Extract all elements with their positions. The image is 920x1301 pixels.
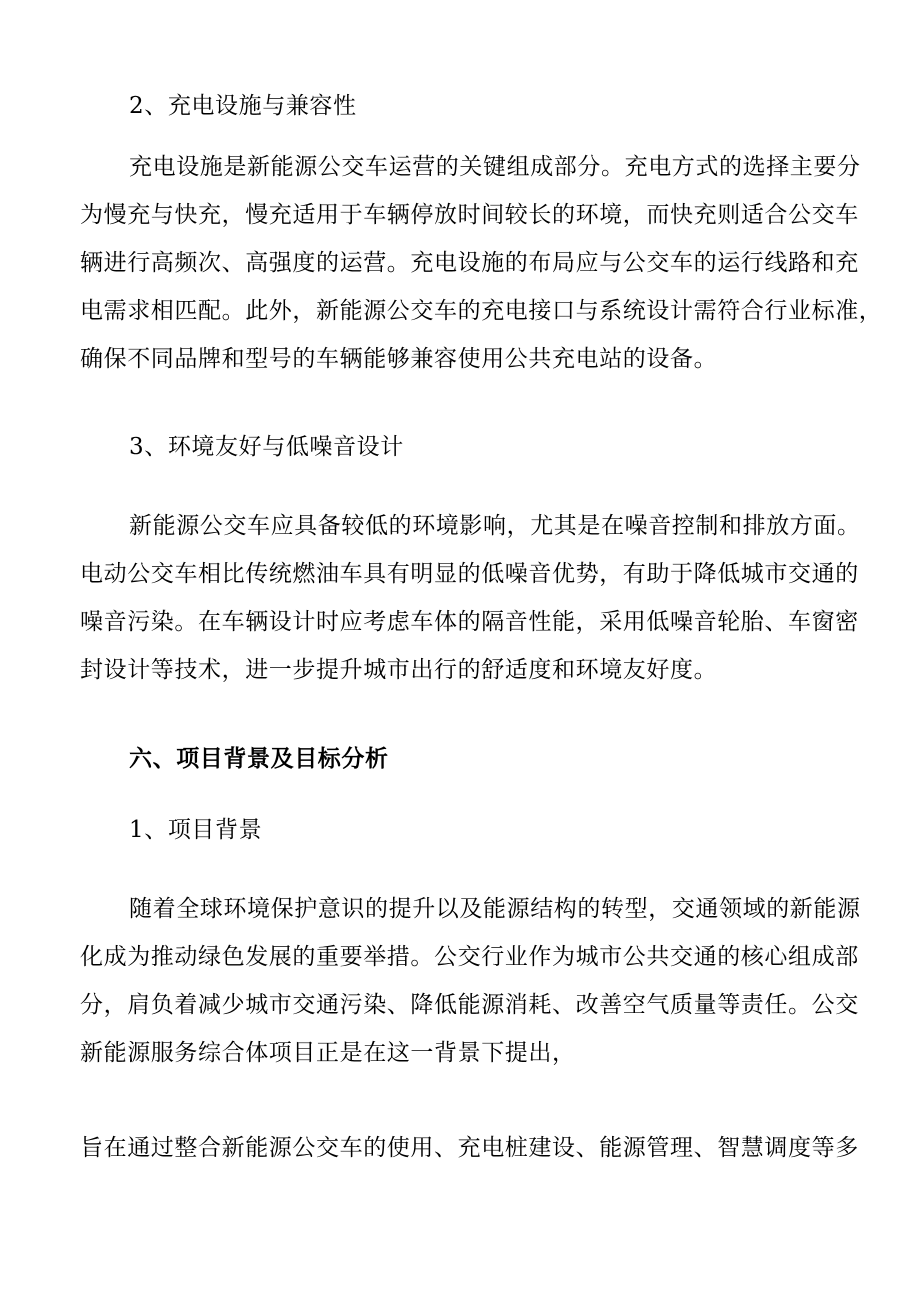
paragraph-line: 封设计等技术，进一步提升城市出行的舒适度和环境友好度。 <box>80 657 718 683</box>
paragraph-line-continuation: 旨在通过整合新能源公交车的使用、充电桩建设、能源管理、智慧调度等多 <box>80 1135 859 1161</box>
paragraph-line: 电需求相匹配。此外，新能源公交车的充电接口与系统设计需符合行业标准， <box>80 298 883 324</box>
paragraph-line: 为慢充与快充，慢充适用于车辆停放时间较长的环境，而快充则适合公交车 <box>80 202 859 228</box>
paragraph-line: 电动公交车相比传统燃油车具有明显的低噪音优势，有助于降低城市交通的 <box>80 561 859 587</box>
paragraph-line: 确保不同品牌和型号的车辆能够兼容使用公共充电站的设备。 <box>80 346 718 372</box>
paragraph-line: 随着全球环境保护意识的提升以及能源结构的转型，交通领域的新能源 <box>129 896 861 922</box>
paragraph-line: 分，肩负着减少城市交通污染、降低能源消耗、改善空气质量等责任。公交 <box>80 992 859 1018</box>
section-heading-environment: 3、环境友好与低噪音设计 <box>129 434 404 460</box>
subsection-heading-background: 1、项目背景 <box>129 817 263 843</box>
section-heading-charging: 2、充电设施与兼容性 <box>129 93 357 119</box>
paragraph-line: 新能源服务综合体项目正是在这一背景下提出， <box>80 1040 576 1066</box>
chapter-heading: 六、项目背景及目标分析 <box>129 746 389 772</box>
paragraph-line: 充电设施是新能源公交车运营的关键组成部分。充电方式的选择主要分 <box>129 154 861 180</box>
paragraph-line: 新能源公交车应具备较低的环境影响，尤其是在噪音控制和排放方面。 <box>129 513 861 539</box>
paragraph-line: 辆进行高频次、高强度的运营。充电设施的布局应与公交车的运行线路和充 <box>80 250 859 276</box>
paragraph-line: 噪音污染。在车辆设计时应考虑车体的隔音性能，采用低噪音轮胎、车窗密 <box>80 609 859 635</box>
paragraph-line: 化成为推动绿色发展的重要举措。公交行业作为城市公共交通的核心组成部 <box>80 944 859 970</box>
